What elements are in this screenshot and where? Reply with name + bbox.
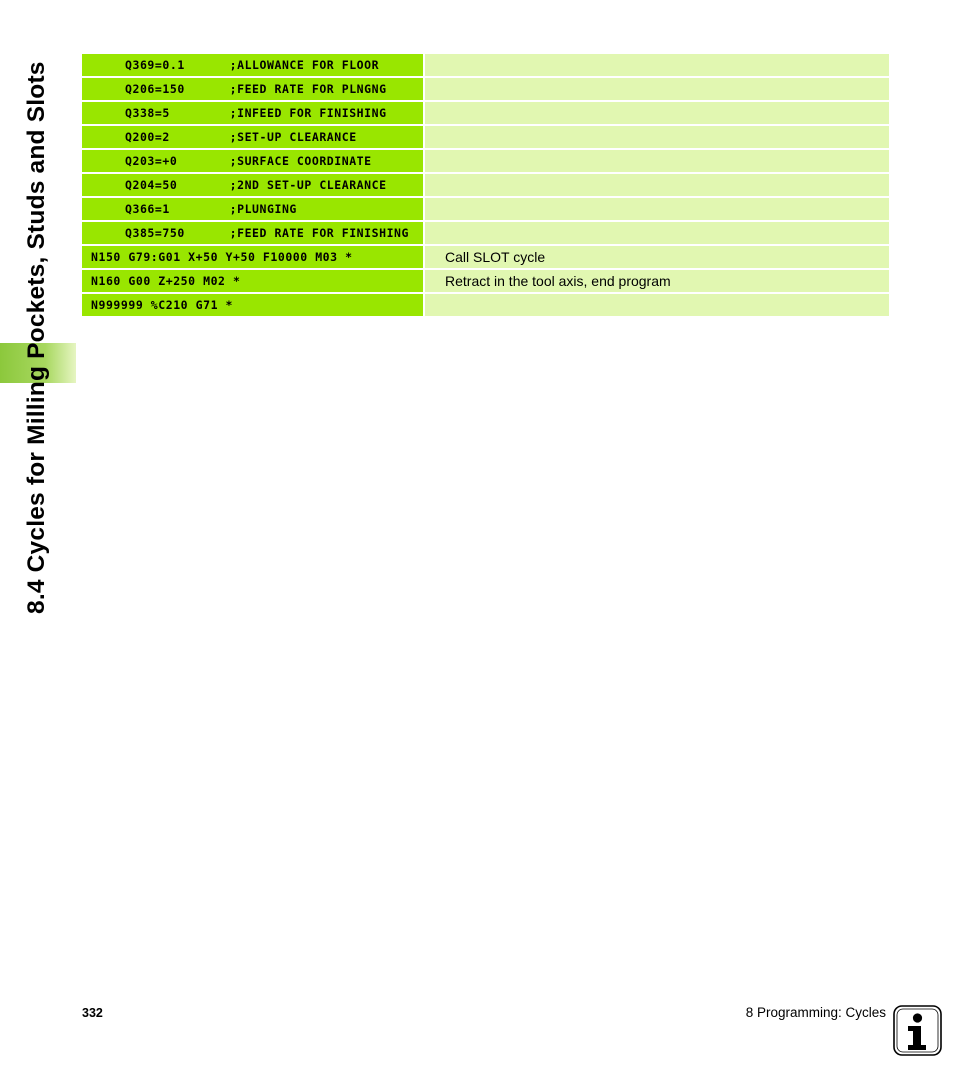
program-code: Q366=1 ;PLUNGING — [82, 198, 423, 220]
program-code: N150 G79:G01 X+50 Y+50 F10000 M03 * — [82, 246, 423, 268]
program-row — [82, 102, 889, 124]
program-code: Q206=150 ;FEED RATE FOR PLNGNG — [82, 78, 423, 100]
program-comment — [425, 126, 889, 148]
program-comment — [425, 78, 889, 100]
program-code: Q203=+0 ;SURFACE COORDINATE — [82, 150, 423, 172]
program-code: N999999 %C210 G71 * — [82, 294, 423, 316]
info-icon — [893, 1005, 942, 1056]
program-row — [82, 222, 889, 244]
program-code: N160 G00 Z+250 M02 * — [82, 270, 423, 292]
program-row — [82, 126, 889, 148]
program-code: Q204=50 ;2ND SET-UP CLEARANCE — [82, 174, 423, 196]
program-comment — [425, 150, 889, 172]
program-comment: Retract in the tool axis, end program — [425, 270, 889, 292]
program-row — [82, 78, 889, 100]
program-row — [82, 54, 889, 76]
section-title: 8.4 Cycles for Milling Pockets, Studs and Slots — [23, 61, 50, 614]
program-comment — [425, 222, 889, 244]
program-code: Q385=750 ;FEED RATE FOR FINISHING — [82, 222, 423, 244]
page-number: 332 — [82, 1006, 103, 1020]
program-row — [82, 150, 889, 172]
program-row — [82, 198, 889, 220]
program-comment: Call SLOT cycle — [425, 246, 889, 268]
program-row — [82, 246, 889, 268]
program-code: Q200=2 ;SET-UP CLEARANCE — [82, 126, 423, 148]
program-comment — [425, 54, 889, 76]
chapter-title: 8 Programming: Cycles — [745, 1005, 886, 1020]
program-listing — [82, 54, 889, 318]
program-code: Q338=5 ;INFEED FOR FINISHING — [82, 102, 423, 124]
program-comment — [425, 198, 889, 220]
program-row — [82, 270, 889, 292]
program-code: Q369=0.1 ;ALLOWANCE FOR FLOOR — [82, 54, 423, 76]
program-comment — [425, 294, 889, 316]
program-row — [82, 294, 889, 316]
program-comment — [425, 174, 889, 196]
program-comment — [425, 102, 889, 124]
program-row — [82, 174, 889, 196]
